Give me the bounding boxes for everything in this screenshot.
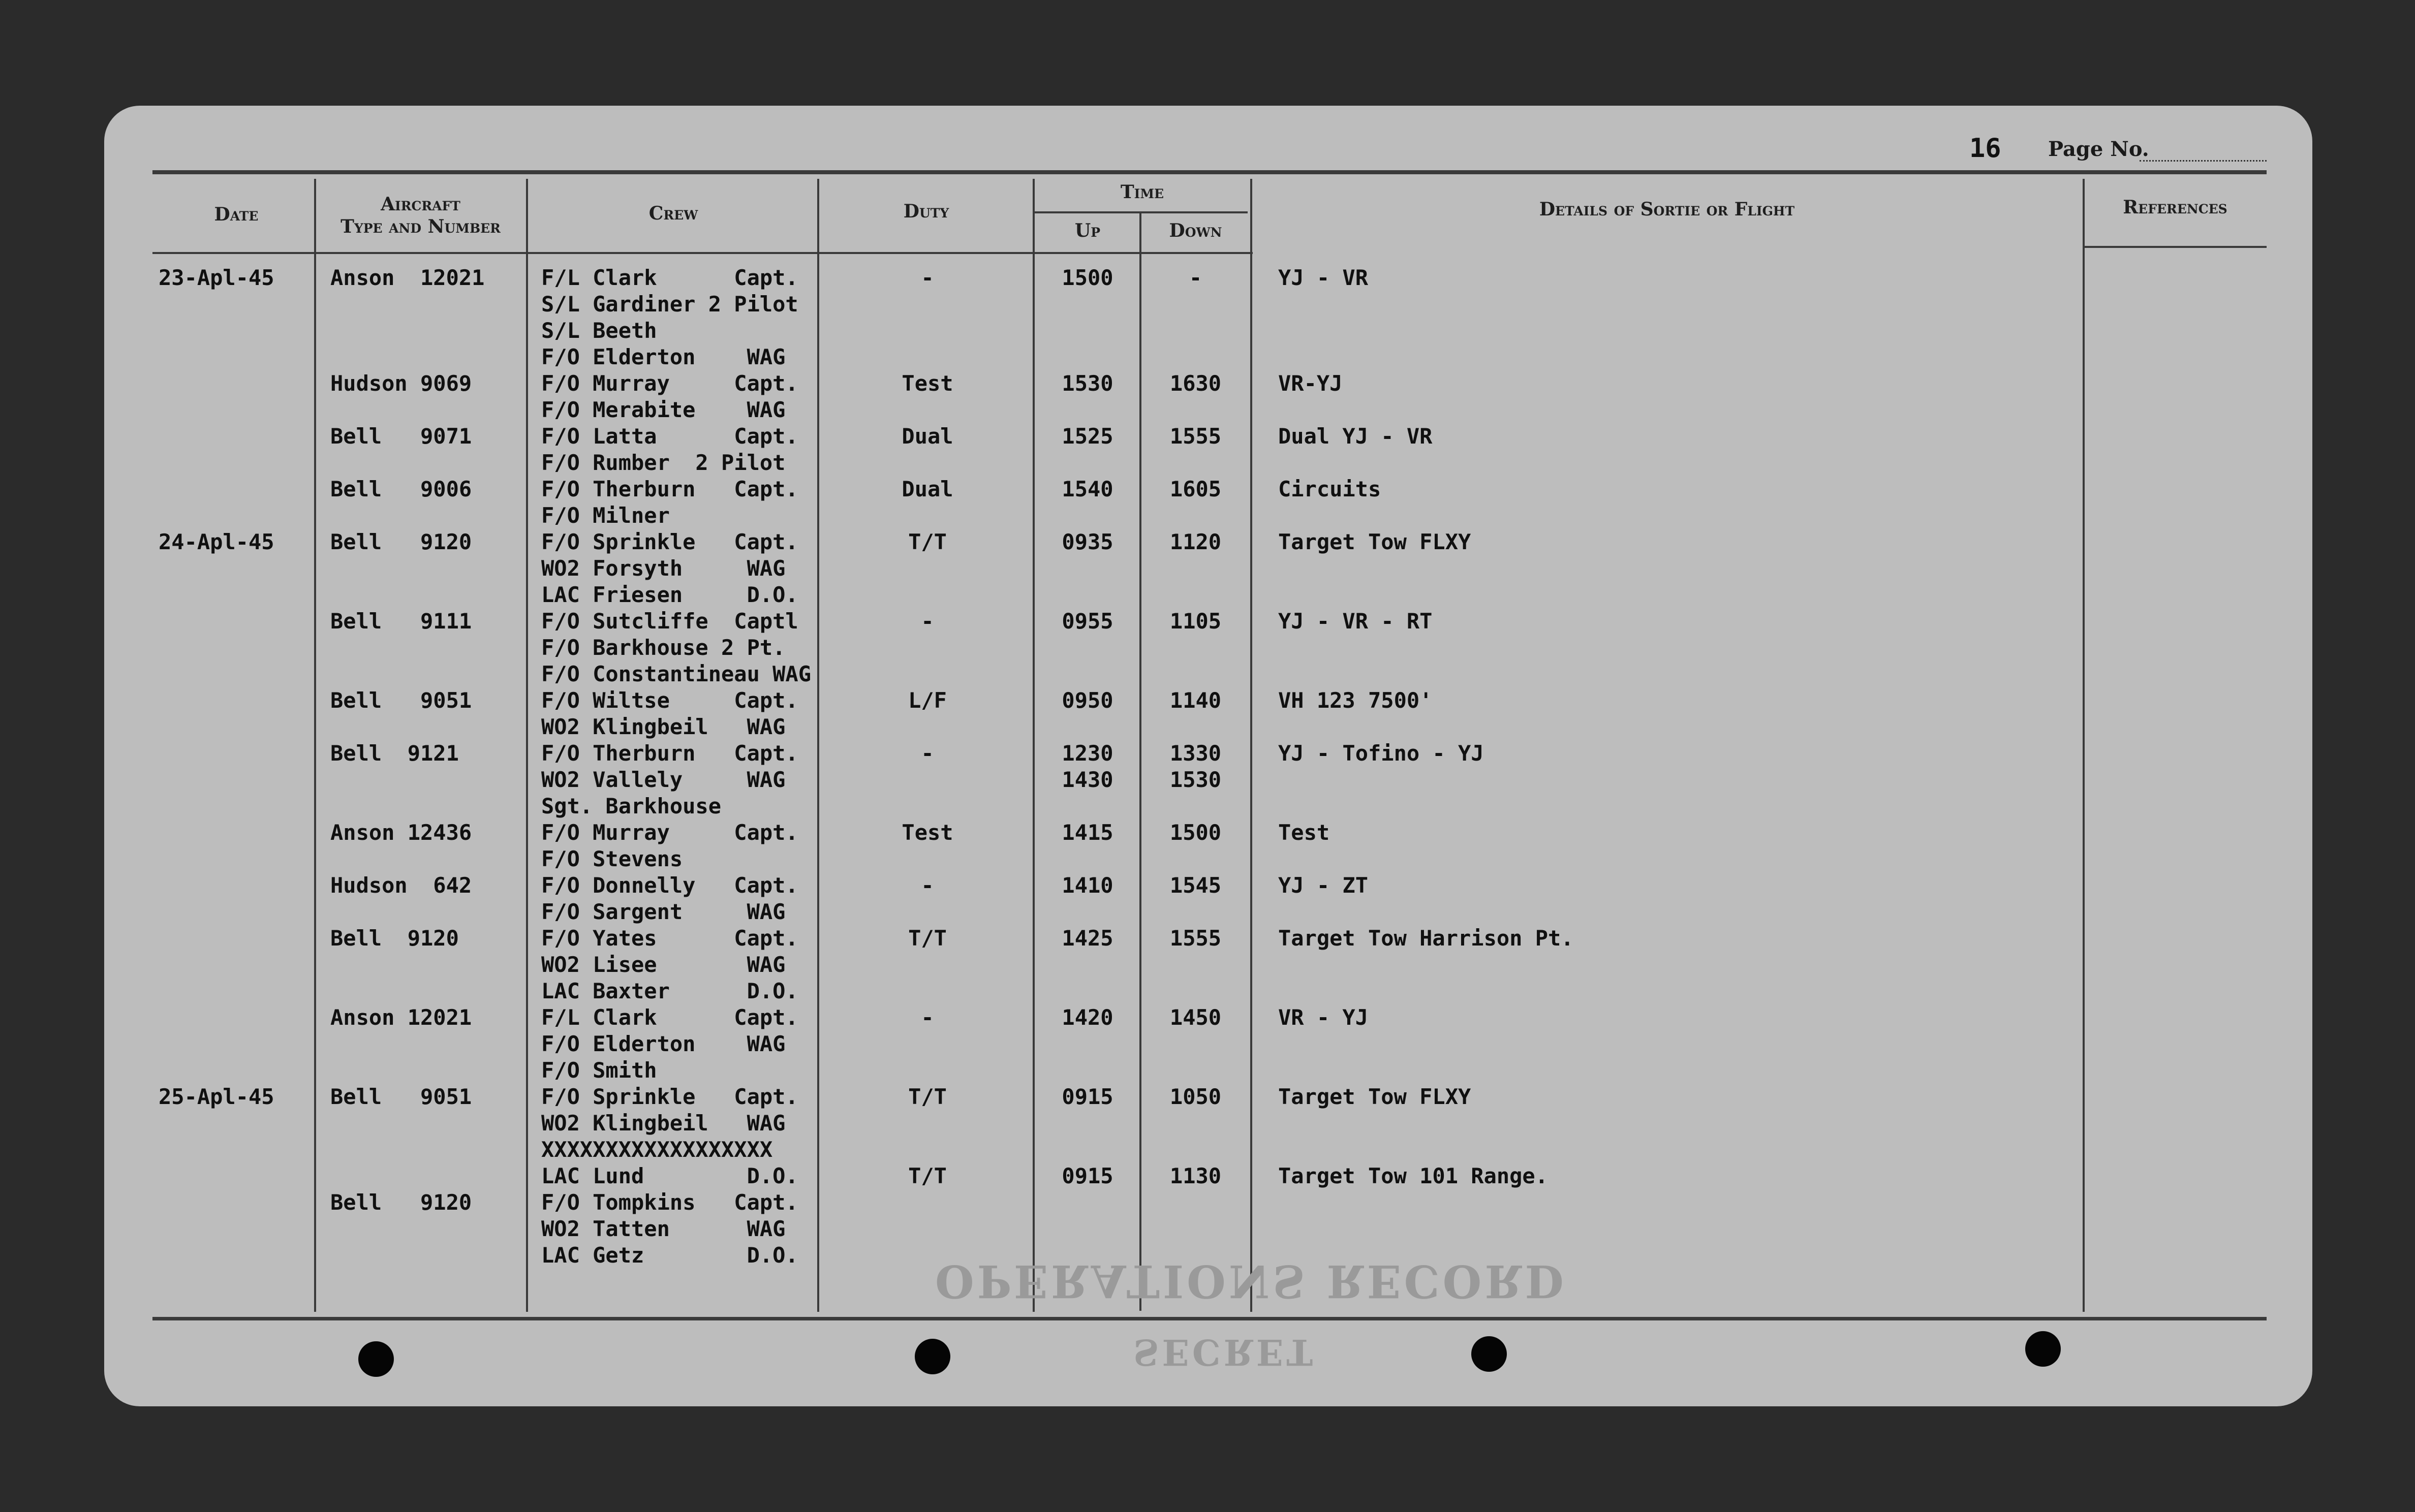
cell-duty: T/T bbox=[908, 529, 947, 554]
cell-aircraft: Bell 9121 bbox=[330, 741, 459, 766]
cell-down: 1120 bbox=[1169, 529, 1222, 554]
cell-crew: WO2 Vallely WAG bbox=[541, 767, 786, 792]
cell-down: 1605 bbox=[1169, 477, 1222, 501]
cell-duty: - bbox=[921, 741, 934, 766]
cell-down: 1545 bbox=[1169, 873, 1222, 898]
cell-crew: F/O Yates Capt. bbox=[541, 926, 798, 951]
cell-crew: LAC Friesen D.O. bbox=[541, 582, 798, 607]
cell-crew: LAC Lund D.O. bbox=[541, 1163, 798, 1188]
cell-crew: F/L Clark Capt. bbox=[541, 265, 798, 290]
cell-aircraft: Bell 9071 bbox=[330, 424, 472, 449]
cell-duty: - bbox=[921, 609, 934, 634]
cell-crew: F/O Milner bbox=[541, 503, 670, 528]
cell-down: 1555 bbox=[1169, 424, 1222, 449]
page-number-label: Page No. bbox=[2048, 137, 2149, 161]
cell-duty: T/T bbox=[908, 1163, 947, 1188]
cell-date: 25-Apl-45 bbox=[159, 1084, 274, 1109]
cell-aircraft: Bell 9006 bbox=[330, 477, 472, 501]
cell-crew: WO2 Lisee WAG bbox=[541, 952, 786, 977]
cell-crew: LAC Getz D.O. bbox=[541, 1243, 798, 1268]
cell-aircraft: Bell 9120 bbox=[330, 529, 472, 554]
cell-crew: F/O Constantineau WAG bbox=[541, 662, 812, 686]
cell-aircraft: Bell 9051 bbox=[330, 688, 472, 713]
header-up: Up bbox=[1074, 220, 1101, 241]
cell-date: 23-Apl-45 bbox=[159, 265, 274, 290]
cell-details: VR - YJ bbox=[1278, 1005, 1369, 1030]
cell-details: YJ - ZT bbox=[1278, 873, 1369, 898]
col-rule-aircraft bbox=[526, 179, 528, 1312]
cell-up: 1500 bbox=[1062, 265, 1113, 290]
cell-up: 0915 bbox=[1062, 1084, 1113, 1109]
cell-details: YJ - VR - RT bbox=[1278, 609, 1433, 634]
cell-details: Target Tow FLXY bbox=[1278, 529, 1471, 554]
cell-aircraft: Bell 9111 bbox=[330, 609, 472, 634]
header-time: Time bbox=[1120, 181, 1164, 203]
cell-up: 0950 bbox=[1062, 688, 1113, 713]
header-crew: Crew bbox=[648, 203, 698, 224]
cell-duty: - bbox=[921, 873, 934, 898]
cell-crew: F/O Rumber 2 Pilot bbox=[541, 450, 786, 475]
cell-duty: L/F bbox=[908, 688, 947, 713]
cell-aircraft: Anson 12021 bbox=[330, 265, 485, 290]
header-aircraft-1: Aircraft bbox=[381, 194, 460, 215]
cell-details: Target Tow Harrison Pt. bbox=[1278, 926, 1574, 951]
header-bottom-rule bbox=[152, 252, 1253, 254]
punch-hole bbox=[358, 1341, 394, 1377]
cell-crew: F/O Murray Capt. bbox=[541, 820, 798, 845]
cell-duty: - bbox=[921, 1005, 934, 1030]
cell-duty: Dual bbox=[902, 477, 953, 501]
cell-crew: WO2 Tatten WAG bbox=[541, 1216, 786, 1241]
cell-duty: Test bbox=[902, 820, 953, 845]
cell-details: Target Tow FLXY bbox=[1278, 1084, 1471, 1109]
cell-up: 1410 bbox=[1062, 873, 1113, 898]
punch-hole bbox=[915, 1339, 950, 1374]
cell-duty: - bbox=[921, 265, 934, 290]
cell-down: 1630 bbox=[1169, 371, 1222, 396]
cell-details: VR-YJ bbox=[1278, 371, 1343, 396]
cell-duty: Test bbox=[902, 371, 953, 396]
cell-aircraft: Hudson 642 bbox=[330, 873, 472, 898]
cell-up: 1430 bbox=[1062, 767, 1113, 792]
cell-crew: XXXXXXXXXXXXXXXXXX bbox=[541, 1137, 773, 1162]
cell-crew: F/O Sprinkle Capt. bbox=[541, 529, 798, 554]
cell-crew: F/O Therburn Capt. bbox=[541, 477, 798, 501]
cell-crew: F/O Smith bbox=[541, 1058, 657, 1083]
cell-up: 0915 bbox=[1062, 1163, 1113, 1188]
cell-down: 1140 bbox=[1169, 688, 1222, 713]
punch-hole bbox=[1471, 1336, 1507, 1372]
cell-up: 0935 bbox=[1062, 529, 1113, 554]
cell-down: 1450 bbox=[1169, 1005, 1222, 1030]
cell-crew: F/O Sprinkle Capt. bbox=[541, 1084, 798, 1109]
cell-details: YJ - VR bbox=[1278, 265, 1369, 290]
top-rule bbox=[152, 170, 2267, 174]
col-rule-down bbox=[1250, 179, 1252, 1312]
cell-aircraft: Bell 9120 bbox=[330, 926, 459, 951]
header-aircraft-2: Type and Number bbox=[340, 216, 501, 237]
cell-up: 1425 bbox=[1062, 926, 1113, 951]
cell-down: 1530 bbox=[1169, 767, 1222, 792]
header-date: Date bbox=[214, 204, 259, 225]
cell-crew: F/O Tompkins Capt. bbox=[541, 1190, 798, 1215]
cell-duty: T/T bbox=[908, 1084, 947, 1109]
cell-crew: F/L Clark Capt. bbox=[541, 1005, 798, 1030]
cell-up: 1415 bbox=[1062, 820, 1113, 845]
cell-up: 1420 bbox=[1062, 1005, 1113, 1030]
cell-duty: T/T bbox=[908, 926, 947, 951]
cell-up: 1230 bbox=[1062, 741, 1113, 766]
cell-crew: F/O Elderton WAG bbox=[541, 344, 786, 369]
cell-crew: F/O Murray Capt. bbox=[541, 371, 798, 396]
cell-crew: F/O Elderton WAG bbox=[541, 1031, 786, 1056]
cell-duty: Dual bbox=[902, 424, 953, 449]
cell-details: YJ - Tofino - YJ bbox=[1278, 741, 1484, 766]
bottom-rule bbox=[152, 1317, 2267, 1320]
cell-crew: F/O Merabite WAG bbox=[541, 397, 786, 422]
cell-crew: F/O Stevens bbox=[541, 846, 683, 871]
cell-crew: F/O Sargent WAG bbox=[541, 899, 786, 924]
page-number-line bbox=[2140, 160, 2267, 162]
header-references: References bbox=[2123, 197, 2227, 218]
cell-crew: WO2 Klingbeil WAG bbox=[541, 714, 786, 739]
cell-down: - bbox=[1189, 265, 1202, 290]
cell-down: 1130 bbox=[1169, 1163, 1222, 1188]
cell-aircraft: Bell 9051 bbox=[330, 1084, 472, 1109]
cell-crew: F/O Latta Capt. bbox=[541, 424, 798, 449]
cell-crew: F/O Sutcliffe Captl bbox=[541, 609, 798, 634]
cell-up: 0955 bbox=[1062, 609, 1113, 634]
col-rule-date bbox=[314, 179, 316, 1312]
cell-crew: Sgt. Barkhouse bbox=[541, 794, 722, 818]
cell-crew: WO2 Forsyth WAG bbox=[541, 556, 786, 581]
col-rule-up bbox=[1139, 213, 1141, 1311]
cell-details: VH 123 7500' bbox=[1278, 688, 1433, 713]
cell-crew: F/O Therburn Capt. bbox=[541, 741, 798, 766]
cell-details: Circuits bbox=[1278, 477, 1381, 501]
cell-details: Dual YJ - VR bbox=[1278, 424, 1433, 449]
bleed-through-secret: SECRET bbox=[1133, 1331, 1316, 1373]
cell-crew: S/L Beeth bbox=[541, 318, 657, 343]
cell-crew: F/O Barkhouse 2 Pt. bbox=[541, 635, 786, 660]
header-duty: Duty bbox=[903, 201, 949, 222]
cell-down: 1555 bbox=[1169, 926, 1222, 951]
cell-crew: F/O Donnelly Capt. bbox=[541, 873, 798, 898]
cell-aircraft: Bell 9120 bbox=[330, 1190, 472, 1215]
cell-up: 1540 bbox=[1062, 477, 1113, 501]
cell-down: 1330 bbox=[1169, 741, 1222, 766]
cell-date: 24-Apl-45 bbox=[159, 529, 274, 554]
cell-up: 1525 bbox=[1062, 424, 1113, 449]
page-number: 16 bbox=[1969, 133, 2001, 164]
cell-crew: WO2 Klingbeil WAG bbox=[541, 1111, 786, 1136]
cell-down: 1105 bbox=[1169, 609, 1222, 634]
references-header-rule bbox=[2084, 246, 2267, 248]
cell-details: Target Tow 101 Range. bbox=[1278, 1163, 1549, 1188]
cell-aircraft: Hudson 9069 bbox=[330, 371, 472, 396]
cell-up: 1530 bbox=[1062, 371, 1113, 396]
punch-hole bbox=[2025, 1331, 2061, 1367]
col-rule-duty bbox=[1033, 179, 1035, 1312]
cell-crew: F/O Wiltse Capt. bbox=[541, 688, 798, 713]
header-details: Details of Sortie or Flight bbox=[1539, 199, 1795, 220]
cell-details: Test bbox=[1278, 820, 1330, 845]
cell-down: 1050 bbox=[1169, 1084, 1222, 1109]
cell-crew: S/L Gardiner 2 Pilot bbox=[541, 292, 798, 317]
cell-aircraft: Anson 12021 bbox=[330, 1005, 472, 1030]
cell-down: 1500 bbox=[1169, 820, 1222, 845]
header-down: Down bbox=[1169, 220, 1222, 241]
col-rule-details bbox=[2083, 179, 2085, 1312]
cell-aircraft: Anson 12436 bbox=[330, 820, 472, 845]
bleed-through-title: OPERATIONS RECORD bbox=[935, 1255, 1567, 1308]
cell-crew: LAC Baxter D.O. bbox=[541, 979, 798, 1003]
